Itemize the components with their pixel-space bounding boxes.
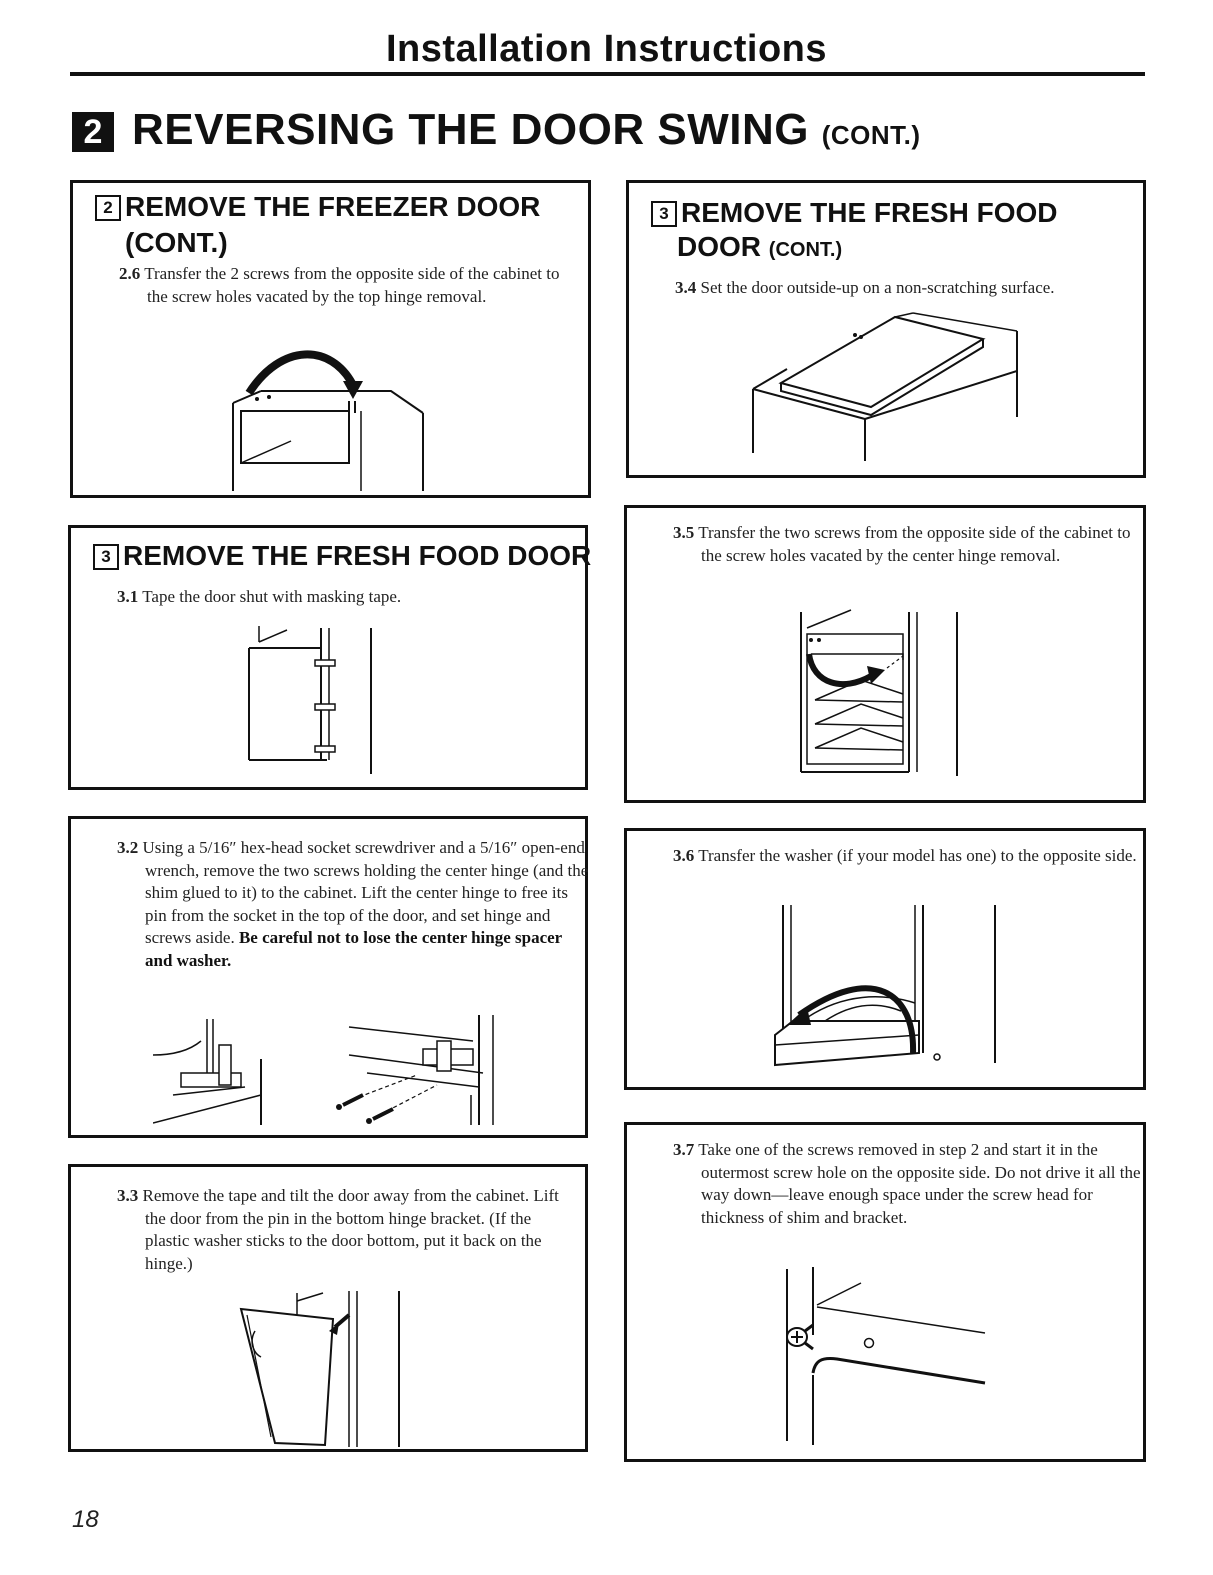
step-heading-freezer — [95, 191, 540, 223]
step-number-box: 3 — [93, 544, 119, 570]
instruction-text: Using a 5/16″ hex-head socket screwdriver and a 5/16″ open-end wrench, remove the two screws holding the center hinge (and the shim glued to it) to the cabinet. Lift the center hinge to free its pin from the socket in the top of the door, and set hinge and screws aside. — [142, 838, 589, 947]
center-hinge-removal-illustration — [153, 1015, 533, 1135]
instruction-number: 3.2 — [117, 838, 139, 857]
instruction-number: 3.5 — [673, 523, 695, 542]
instruction-number: 3.4 — [675, 278, 697, 297]
panel-freezer-door-2-6 — [70, 180, 591, 498]
step-number-box: 2 — [95, 195, 121, 221]
instruction-3-7 — [673, 1139, 1155, 1229]
instruction-text: Transfer the 2 screws from the opposite side of the cabinet to the screw holes vacated by the top hinge removal. — [144, 264, 560, 306]
center-screw-transfer-illustration — [797, 606, 967, 776]
section-number-badge: 2 — [72, 112, 114, 152]
panel-fresh-food-door-3-4 — [626, 180, 1146, 478]
instruction-text: Set the door outside-up on a non-scratching surface. — [700, 278, 1055, 297]
step-heading-cont: (CONT.) — [125, 227, 228, 258]
instruction-3-4 — [675, 277, 1113, 300]
step-heading-fresh-food-cont-line2 — [677, 231, 842, 266]
step-heading-fresh-food — [93, 540, 591, 572]
section-title — [132, 105, 921, 155]
header-divider — [70, 72, 1145, 76]
instruction-number: 2.6 — [119, 264, 141, 283]
page-header-title: Installation Instructions — [385, 28, 828, 70]
step-heading-cont: (CONT.) — [768, 239, 843, 261]
page-number: 18 — [72, 1506, 99, 1533]
instruction-number: 3.7 — [673, 1140, 695, 1159]
panel-fresh-food-door-3-5 — [624, 505, 1146, 803]
panel-fresh-food-door-3-3 — [68, 1164, 588, 1452]
panel-fresh-food-door-3-6 — [624, 828, 1146, 1090]
step-heading-text-line2: DOOR — [677, 231, 761, 262]
section-title-text: REVERSING THE DOOR SWING — [132, 105, 809, 154]
step-number-box: 3 — [651, 201, 677, 227]
step-heading-text-line1: REMOVE THE FRESH FOOD — [681, 197, 1058, 228]
door-on-surface-illustration — [747, 311, 1027, 466]
instruction-3-6 — [673, 845, 1151, 868]
instruction-text: Remove the tape and tilt the door away from the cabinet. Lift the door from the pin in the bottom hinge bracket. (If the plastic washer sticks to the door bottom, put it back on the hinge.) — [142, 1186, 559, 1273]
instruction-text: Tape the door shut with masking tape. — [142, 587, 402, 606]
instruction-3-5 — [673, 522, 1151, 567]
instruction-text: Take one of the screws removed in step 2 and start it in the outermost screw hole on the opposite side. Do not drive it all the way down—leave enough space under the screw head for thickness of shim and bracket. — [698, 1140, 1141, 1227]
tilt-door-illustration — [239, 1287, 409, 1447]
instruction-3-2 — [117, 837, 589, 972]
panel-fresh-food-door-3-2 — [68, 816, 588, 1138]
instruction-number: 3.6 — [673, 846, 695, 865]
washer-transfer-illustration — [773, 903, 1013, 1083]
step-heading-fresh-food-cont — [651, 197, 1057, 229]
instruction-3-1 — [117, 586, 585, 609]
freezer-cabinet-screw-transfer-illustration — [221, 341, 431, 491]
step-heading-text: REMOVE THE FREEZER DOOR — [125, 191, 541, 222]
instruction-2-6 — [119, 263, 577, 308]
taped-door-illustration — [239, 624, 389, 774]
panel-fresh-food-door-3-1 — [68, 525, 592, 790]
instruction-3-3 — [117, 1185, 565, 1275]
panel-fresh-food-door-3-7 — [624, 1122, 1146, 1462]
screw-start-illustration — [777, 1265, 997, 1445]
instruction-number: 3.3 — [117, 1186, 139, 1205]
section-title-cont: (CONT.) — [821, 120, 921, 150]
instruction-text: Transfer the washer (if your model has one) to the opposite side. — [698, 846, 1137, 865]
instruction-number: 3.1 — [117, 587, 139, 606]
instruction-warning: Be careful not to lose the center hinge spacer and washer. — [145, 928, 562, 970]
instruction-text: Transfer the two screws from the opposite side of the cabinet to the screw holes vacated by the center hinge removal. — [698, 523, 1131, 565]
step-heading-text: REMOVE THE FRESH FOOD DOOR — [123, 540, 592, 571]
